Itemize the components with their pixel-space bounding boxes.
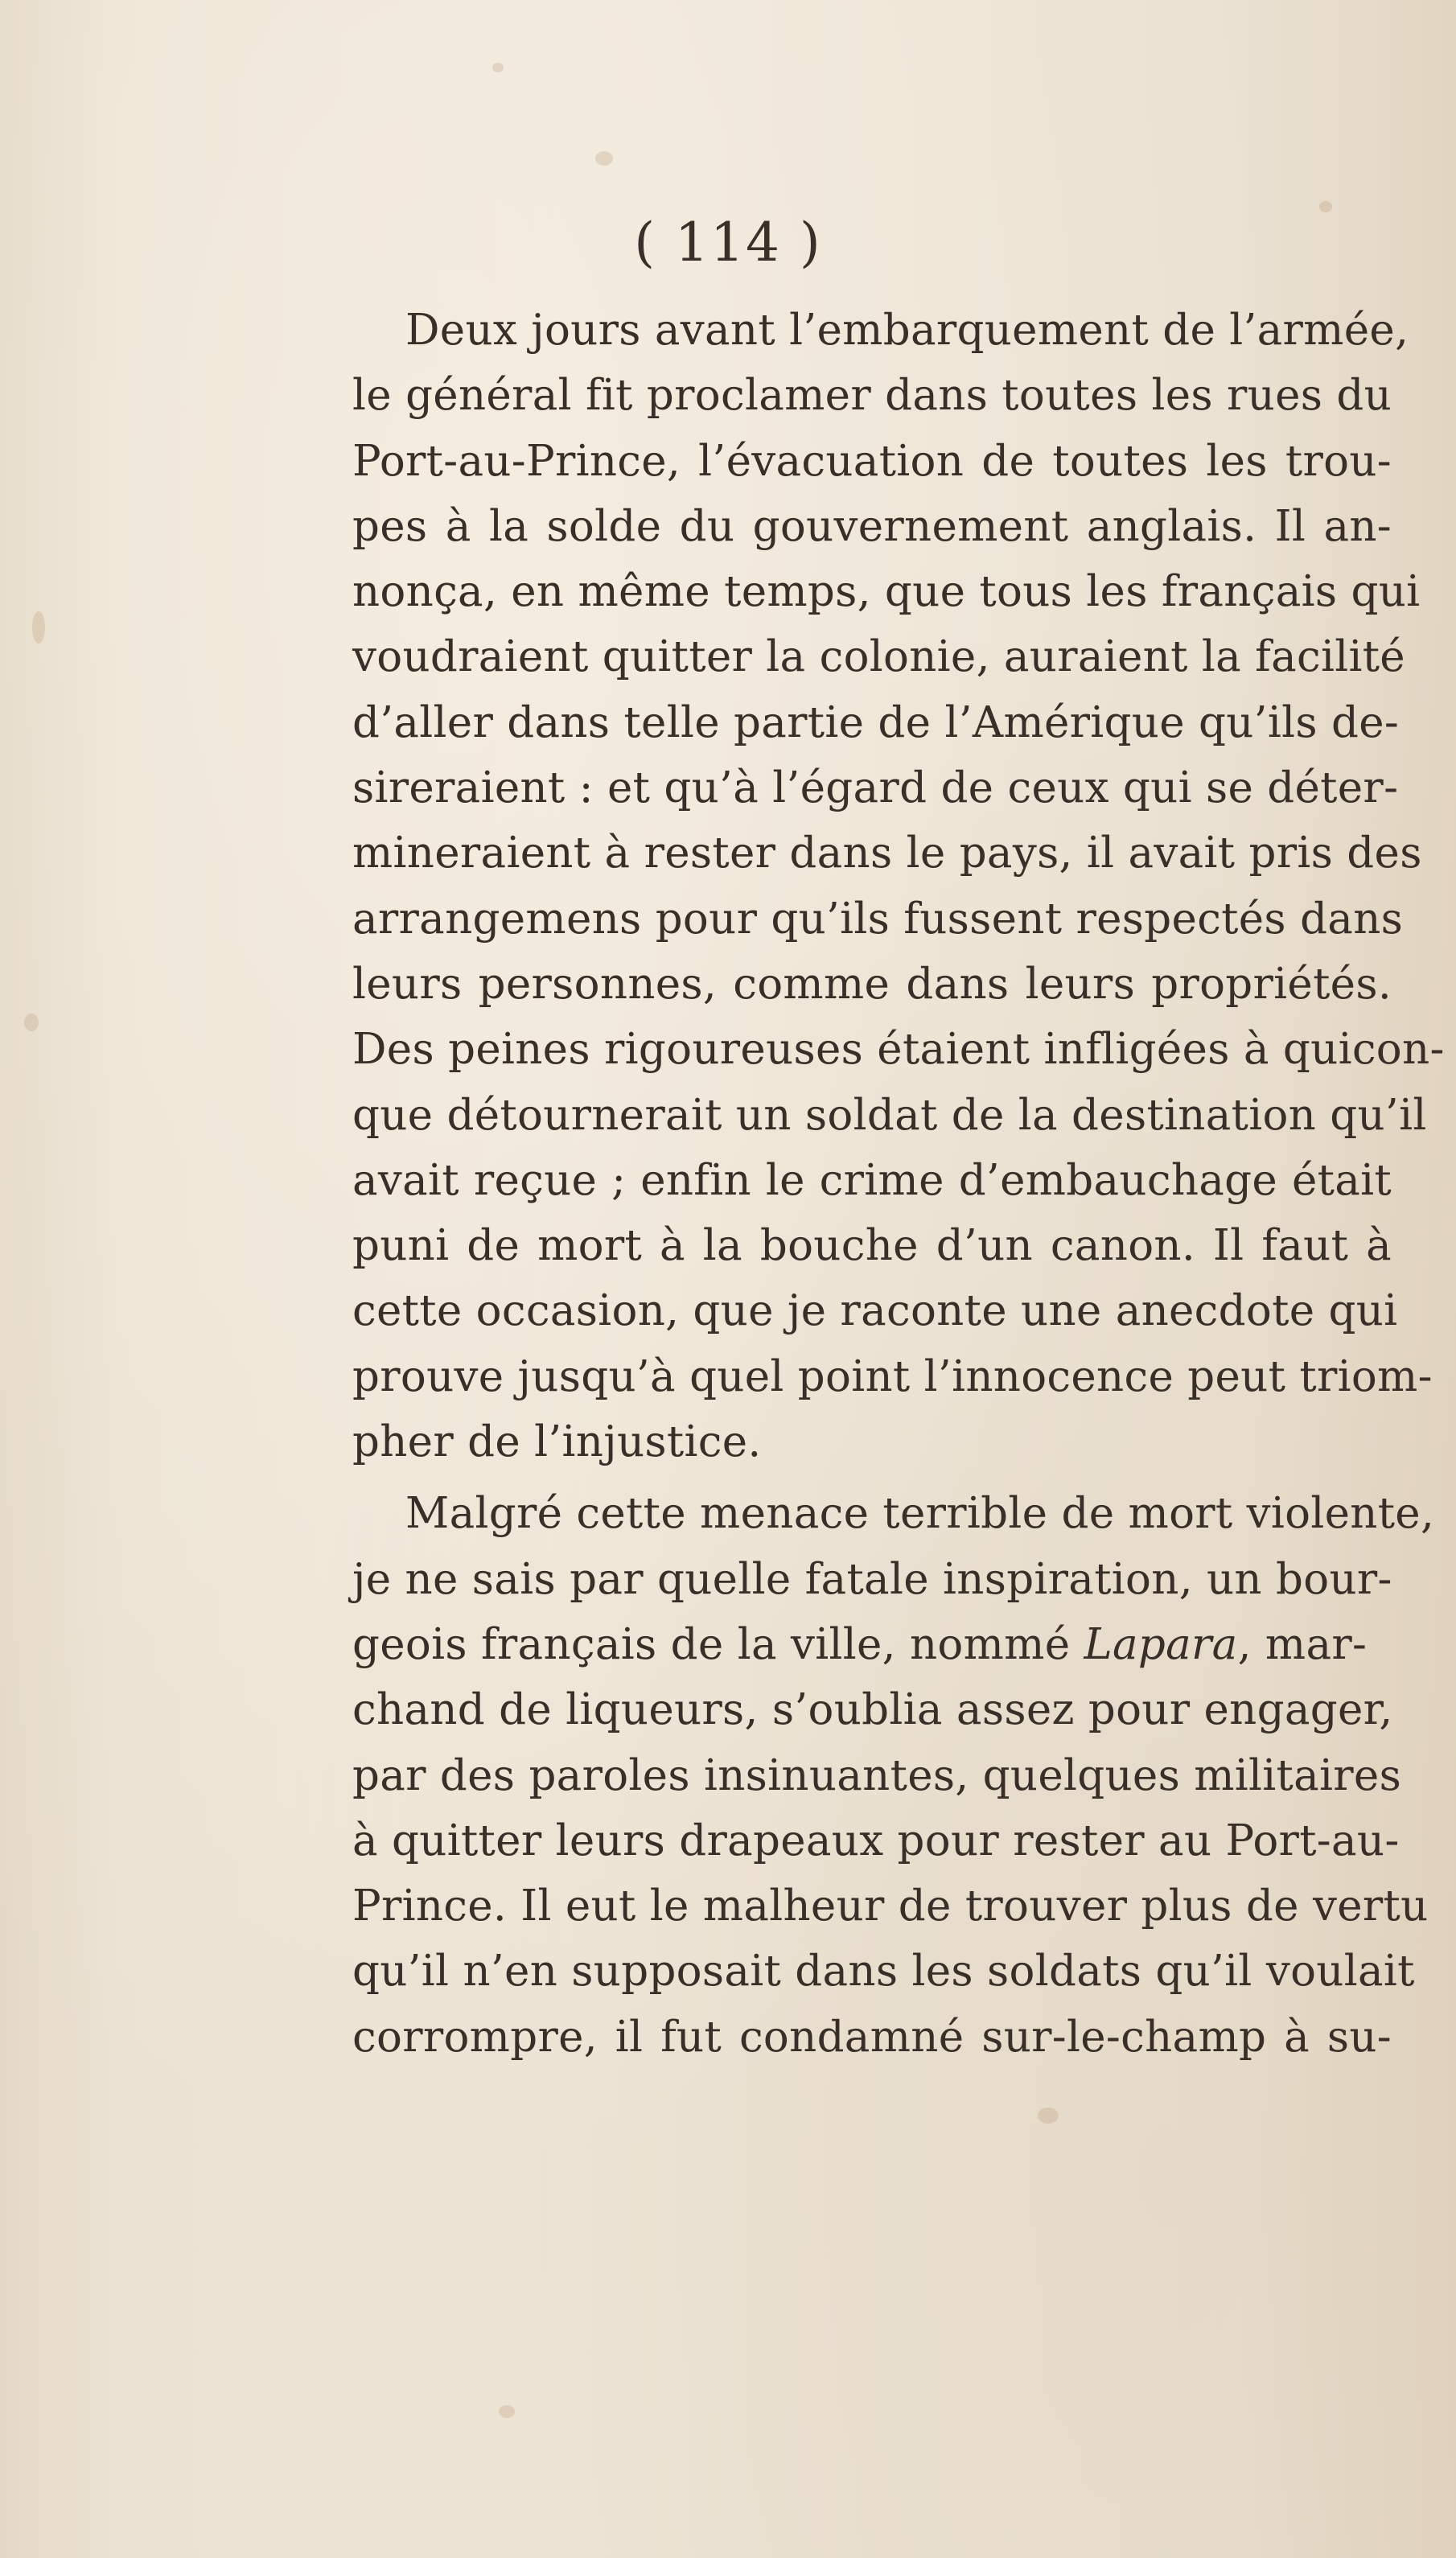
text-line: corrompre, il fut condamné sur-le-champ à su-	[352, 2012, 1392, 2062]
foxing-spot	[24, 1014, 39, 1031]
text-line: puni de mort à la bouche d’un canon. Il faut à	[352, 1221, 1392, 1271]
text-line: par des paroles insinuantes, quelques militaires	[352, 1750, 1402, 1800]
paragraph-gap	[352, 1474, 1392, 1481]
text-line: voudraient quitter la colonie, auraient la facilité	[352, 632, 1405, 682]
text-line: Prince. Il eut le malheur de trouver plus de vertu	[352, 1881, 1429, 1931]
paragraph-2	[352, 1481, 1435, 2070]
text-line: Port-au-Prince, l’évacuation de toutes les trou-	[352, 436, 1392, 486]
text-line: prouve jusqu’à quel point l’innocence peut triom-	[352, 1351, 1433, 1401]
text-line: je ne sais par quelle fatale inspiration, un bour-	[352, 1554, 1392, 1604]
text-fragment: geois français de la ville, nommé	[352, 1619, 1071, 1669]
text-line: mineraient à rester dans le pays, il avait pris des	[352, 829, 1422, 878]
text-line: à quitter leurs drapeaux pour rester au Port-au-	[352, 1816, 1400, 1865]
text-line: le général fit proclamer dans toutes les rues du	[352, 371, 1392, 421]
text-line: pes à la solde du gouvernement anglais. Il an-	[352, 501, 1392, 551]
foxing-spot	[499, 2405, 515, 2418]
text-line: cette occasion, que je raconte une anecdote qui	[352, 1286, 1398, 1336]
italic-name: Lapara	[1084, 1619, 1238, 1669]
text-line: d’aller dans telle partie de l’Amérique qu’ils de-	[352, 697, 1400, 747]
foxing-spot	[492, 63, 504, 72]
body-text	[352, 298, 1445, 2070]
text-line: avait reçue ; enfin le crime d’embauchage était	[352, 1155, 1392, 1205]
text-line: Malgré cette menace terrible de mort violente,	[405, 1489, 1435, 1539]
text-line: Des peines rigoureuses étaient infligées à quicon-	[352, 1025, 1445, 1075]
text-line: sireraient : et qu’à l’égard de ceux qui se déter-	[352, 763, 1399, 813]
text-line: Deux jours avant l’embarquement de l’armée,	[405, 306, 1409, 355]
text-line: que détournerait un soldat de la destination qu’il	[352, 1090, 1427, 1140]
text-line: qu’il n’en supposait dans les soldats qu’il voulait	[352, 1947, 1415, 1997]
text-fragment: , mar-	[1237, 1619, 1368, 1669]
text-line: chand de liqueurs, s’oublia assez pour engager,	[352, 1685, 1393, 1735]
foxing-spot	[32, 611, 45, 644]
text-line: leurs personnes, comme dans leurs propriétés.	[352, 959, 1392, 1009]
text-line: pher de l’injustice.	[352, 1417, 762, 1467]
text-line: nonça, en même temps, que tous les français qui	[352, 567, 1421, 617]
foxing-spot	[595, 151, 613, 166]
paragraph-1	[352, 298, 1445, 1474]
page-number: ( 114 )	[634, 212, 822, 273]
text-line: arrangemens pour qu’ils fussent respectés dans	[352, 894, 1404, 944]
foxing-spot	[1038, 2108, 1059, 2124]
text-line-with-name	[352, 1612, 1392, 1677]
